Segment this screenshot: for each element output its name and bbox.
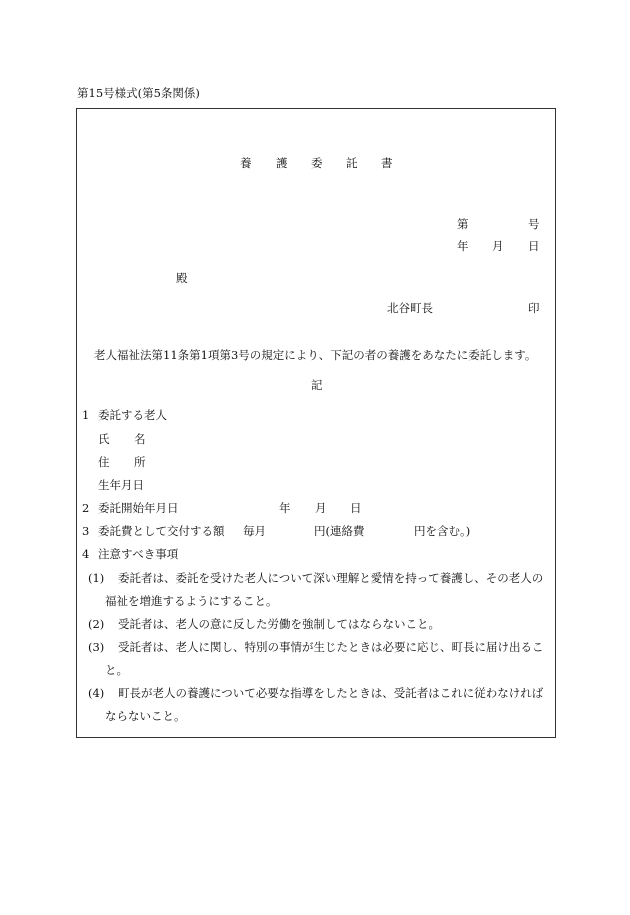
note4-line1: 町長が老人の養護について必要な指導をしたときは、受託者はこれに従わなければ bbox=[118, 686, 544, 700]
doc-no-suffix: 号 bbox=[528, 217, 540, 231]
name-label-2: 名 bbox=[134, 432, 146, 446]
date-year: 年 bbox=[457, 239, 469, 253]
doc-no-prefix: 第 bbox=[457, 217, 469, 231]
body-text: 老人福祉法第11条第1項第3号の規定により、下記の者の養護をあなたに委託します。 bbox=[94, 348, 537, 362]
note2-number: (2) bbox=[88, 617, 105, 631]
note3-line1: 受託者は、老人に関し、特別の事情が生じたときは必要に応じ、町長に届け出るこ bbox=[118, 640, 544, 654]
note1-number: (1) bbox=[88, 571, 105, 585]
item4-label: 注意すべき事項 bbox=[98, 547, 179, 561]
item2-label: 委託開始年月日 bbox=[98, 501, 179, 515]
item1-number: 1 bbox=[82, 408, 90, 422]
addressee-suffix: 殿 bbox=[176, 271, 188, 285]
item2-day: 日 bbox=[350, 501, 362, 515]
title-char-1: 養 bbox=[240, 156, 252, 170]
address-label-1: 住 bbox=[98, 455, 110, 469]
item2-year: 年 bbox=[279, 501, 291, 515]
note4-number: (4) bbox=[88, 686, 105, 700]
title-char-4: 託 bbox=[346, 156, 358, 170]
item3-label: 委託費として交付する額 bbox=[98, 524, 225, 538]
item1-label: 委託する老人 bbox=[98, 408, 167, 422]
item3-number: 3 bbox=[82, 524, 90, 538]
issuer-seal: 印 bbox=[528, 301, 540, 315]
address-label-2: 所 bbox=[134, 455, 146, 469]
ki-heading: 記 bbox=[311, 378, 323, 392]
note3-number: (3) bbox=[88, 640, 105, 654]
birthdate-label: 生年月日 bbox=[98, 478, 144, 492]
note1-line2: 福祉を増進するようにすること。 bbox=[105, 594, 278, 608]
item3-monthly: 毎月 bbox=[243, 524, 266, 538]
date-day: 日 bbox=[528, 239, 540, 253]
item3-yen-included: 円を含む。) bbox=[414, 524, 471, 538]
item3-yen: 円(連絡費 bbox=[314, 524, 365, 538]
date-month: 月 bbox=[492, 239, 504, 253]
title-char-5: 書 bbox=[381, 156, 393, 170]
name-label-1: 氏 bbox=[98, 432, 110, 446]
note4-line2: ならないこと。 bbox=[105, 709, 186, 723]
note1-line1: 委託者は、委託を受けた老人について深い理解と愛情を持って養護し、その老人の bbox=[118, 571, 544, 585]
note3-line2: と。 bbox=[105, 663, 128, 677]
item2-month: 月 bbox=[315, 501, 327, 515]
issuer-name: 北谷町長 bbox=[387, 301, 433, 315]
title-char-2: 護 bbox=[276, 156, 288, 170]
item4-number: 4 bbox=[82, 547, 90, 561]
title-char-3: 委 bbox=[311, 156, 323, 170]
form-number: 第15号様式(第5条関係) bbox=[77, 86, 200, 100]
note2-line1: 受託者は、老人の意に反した労働を強制してはならないこと。 bbox=[118, 617, 440, 631]
item2-number: 2 bbox=[82, 501, 90, 515]
